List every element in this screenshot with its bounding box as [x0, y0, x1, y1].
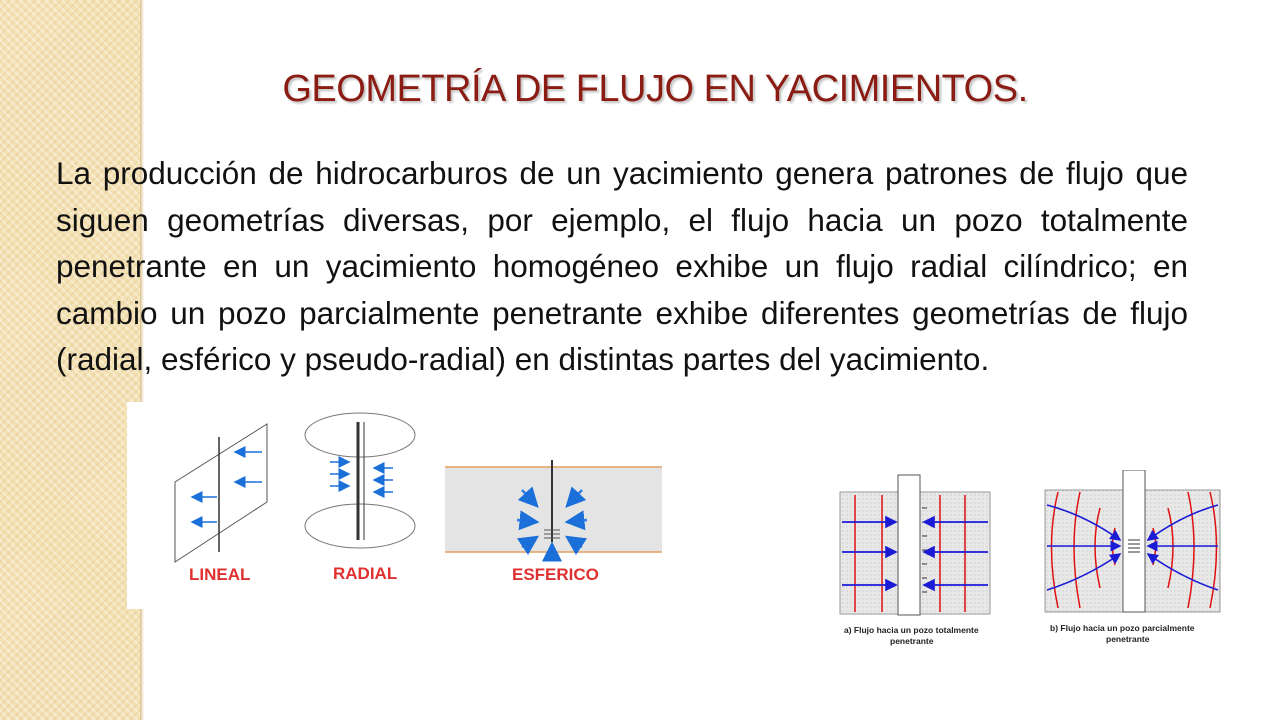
caption-a-line1: a) Flujo hacia un pozo totalmente — [844, 625, 979, 635]
label-esferico: ESFERICO — [512, 565, 599, 584]
label-radial: RADIAL — [333, 564, 398, 583]
slide-title: GEOMETRÍA DE FLUJO EN YACIMIENTOS. — [282, 68, 1028, 110]
esferico-diagram — [445, 460, 662, 552]
caption-a-line2: penetrante — [890, 636, 934, 646]
fully-penetrating-diagram — [840, 475, 990, 615]
caption-b-line1: b) Flujo hacia un pozo parcialmente — [1050, 623, 1195, 633]
partially-penetrating-diagram — [1045, 470, 1220, 612]
well-penetration-figure — [830, 470, 1230, 650]
flow-geometry-figure — [127, 402, 662, 609]
caption-b-line2: penetrante — [1106, 634, 1150, 644]
slide-body-text: La producción de hidrocarburos de un yacimiento genera patrones de flujo que siguen geometrías diversas, por ejemplo, el flujo hacia un pozo totalmente penetrante en un yacimiento homogéneo exhibe un flujo radial cilíndrico; en cambio un pozo parcialmente penetrante exhibe diferentes geometrías de flujo (radial, esférico y pseudo-radial) en distintas partes del yacimiento. — [56, 155, 1188, 377]
label-lineal: LINEAL — [189, 565, 251, 584]
